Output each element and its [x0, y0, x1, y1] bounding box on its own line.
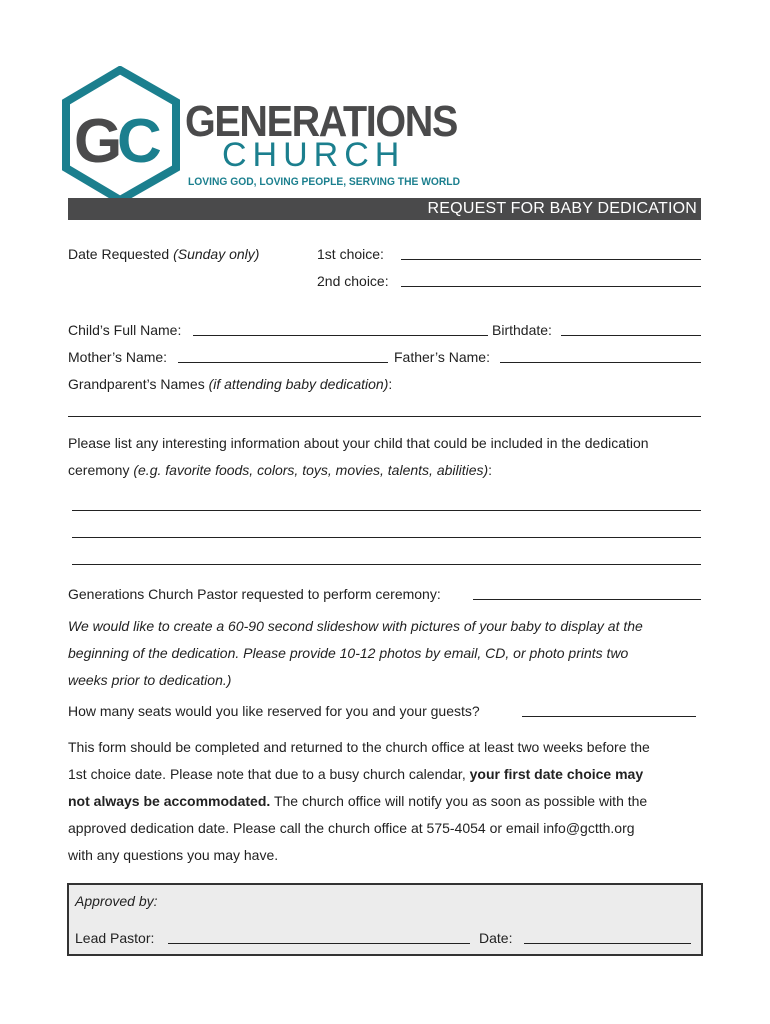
church-logo	[62, 66, 462, 206]
notice-line3: not always be accommodated. The church office will notify you as soon as possible with the	[68, 793, 648, 809]
notice-line5: with any questions you may have.	[68, 847, 279, 863]
approval-box	[67, 883, 703, 956]
info-prompt-line1: Please list any interesting information about your child that could be included in the dedication	[68, 435, 649, 451]
logo-monogram-c: C	[117, 107, 162, 176]
title-banner	[68, 198, 701, 220]
pastor-field[interactable]	[473, 599, 701, 600]
date-requested-label: Date Requested (Sunday only)	[68, 246, 260, 262]
second-choice-field[interactable]	[401, 286, 701, 287]
logo-tagline: LOVING GOD, LOVING PEOPLE, SERVING THE WORLD	[188, 176, 461, 188]
child-name-label: Child’s Full Name:	[68, 322, 182, 338]
info-field-line2[interactable]	[72, 537, 701, 538]
logo-line1: GENERATIONS	[185, 97, 458, 146]
mother-name-field[interactable]	[178, 362, 388, 363]
child-name-field[interactable]	[193, 335, 488, 336]
info-prompt-line2: ceremony (e.g. favorite foods, colors, toys, movies, talents, abilities):	[68, 462, 493, 478]
father-name-field[interactable]	[500, 362, 701, 363]
approval-date-field[interactable]	[524, 943, 691, 944]
slideshow-line1: We would like to create a 60-90 second slideshow with pictures of your baby to display at the	[68, 618, 643, 634]
notice-line2: 1st choice date. Please note that due to a busy church calendar, your first date choice may	[68, 766, 644, 782]
lead-pastor-label: Lead Pastor:	[75, 930, 155, 946]
seats-field[interactable]	[522, 716, 696, 717]
approved-by-label: Approved by:	[75, 893, 158, 909]
info-field-line1[interactable]	[72, 510, 701, 511]
father-name-label: Father’s Name:	[394, 349, 490, 365]
mother-name-label: Mother’s Name:	[68, 349, 168, 365]
grandparents-field[interactable]	[68, 416, 701, 417]
birthdate-label: Birthdate:	[492, 322, 552, 338]
slideshow-line3: weeks prior to dedication.)	[68, 672, 232, 688]
first-choice-field[interactable]	[401, 259, 701, 260]
form-title: REQUEST FOR BABY DEDICATION	[427, 200, 697, 217]
slideshow-line2: beginning of the dedication. Please provide 10-12 photos by email, CD, or photo prints two	[68, 645, 629, 661]
info-field-line3[interactable]	[72, 564, 701, 565]
birthdate-field[interactable]	[561, 335, 701, 336]
lead-pastor-field[interactable]	[168, 943, 470, 944]
notice-line1: This form should be completed and returned to the church office at least two weeks before the	[68, 739, 650, 755]
pastor-label: Generations Church Pastor requested to perform ceremony:	[68, 586, 441, 602]
seats-label: How many seats would you like reserved for you and your guests?	[68, 703, 480, 719]
logo-monogram-g: G	[74, 107, 117, 176]
approval-date-label: Date:	[479, 930, 513, 946]
notice-line4: approved dedication date. Please call the church office at 575-4054 or email info@gctth.org	[68, 820, 635, 836]
logo-line2: CHURCH	[222, 136, 406, 174]
grandparents-label: Grandparent’s Names (if attending baby dedication):	[68, 376, 393, 392]
first-choice-label: 1st choice:	[317, 246, 384, 262]
second-choice-label: 2nd choice:	[317, 273, 389, 289]
